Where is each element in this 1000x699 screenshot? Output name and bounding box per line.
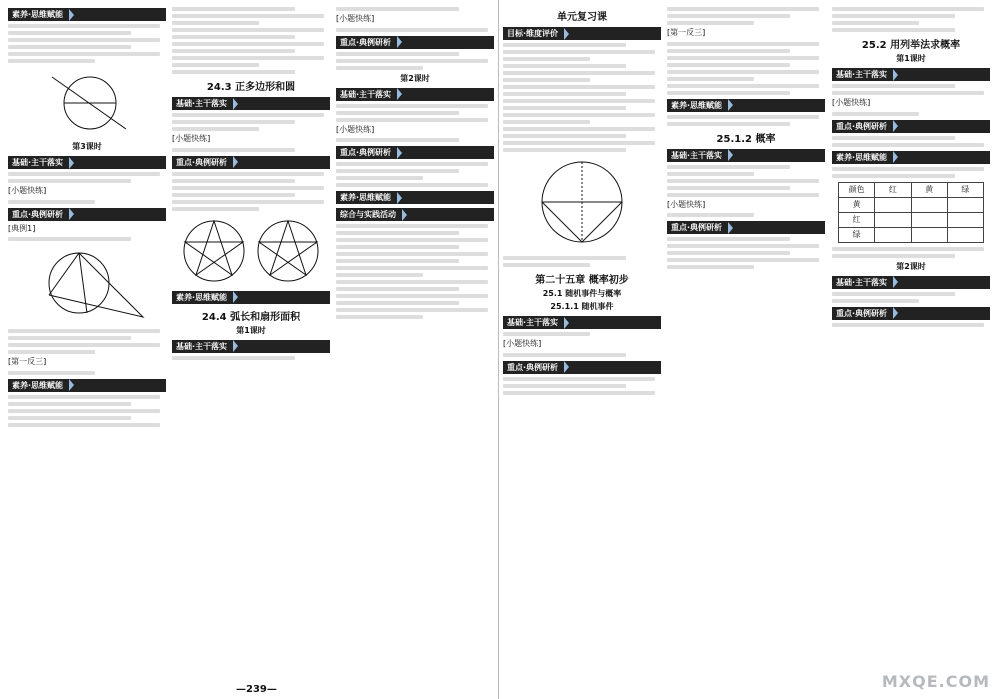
text-placeholder [336,52,459,56]
text-placeholder [172,14,324,18]
text-placeholder [172,120,295,124]
text-placeholder [667,179,819,183]
text-placeholder [503,71,655,75]
bar-arrow-icon [893,120,898,132]
column-3 [336,4,494,684]
pentagram-figures [176,215,326,287]
text-placeholder [667,251,790,255]
text-placeholder [172,56,324,60]
text-placeholder [172,35,295,39]
text-placeholder [8,336,131,340]
practice-label: [第一反三] [8,357,47,366]
practice-label: [第一反三] [667,28,706,37]
text-placeholder [503,57,590,61]
bar-arrow-icon [69,208,74,220]
text-placeholder [8,409,160,413]
text-placeholder [172,356,295,360]
section-bar-literacy: 素养·思维赋能 [8,8,166,21]
text-placeholder [667,84,819,88]
text-placeholder [336,118,488,122]
text-placeholder [336,169,459,173]
text-placeholder [667,213,754,217]
text-placeholder [172,28,324,32]
bar-arrow-icon [893,276,898,288]
text-placeholder [172,7,295,11]
text-placeholder [336,252,488,256]
text-placeholder [336,294,488,298]
quick-practice-label: [小题快练] [832,98,871,107]
text-placeholder [8,416,131,420]
text-placeholder [8,200,95,204]
section-bar-basics: 基础·主干落实 [172,340,330,353]
section-title: 25.1 随机事件与概率 [542,289,622,298]
text-placeholder [336,273,423,277]
bar-arrow-icon [397,192,402,204]
text-placeholder [667,258,819,262]
text-placeholder [503,127,655,131]
text-placeholder [832,254,955,258]
text-placeholder [336,259,459,263]
text-placeholder [8,45,131,49]
bar-arrow-icon [69,9,74,21]
section-bar-key: 重点·典例研析 [832,120,990,133]
bar-arrow-icon [564,317,569,329]
text-placeholder [832,91,984,95]
text-placeholder [832,292,955,296]
section-bar-basics: 基础·主干落实 [832,276,990,289]
text-placeholder [667,42,819,46]
text-placeholder [667,165,790,169]
bar-arrow-icon [402,209,407,221]
text-placeholder [667,7,819,11]
text-placeholder [832,14,955,18]
lesson-label: 第1课时 [896,54,926,63]
text-placeholder [503,50,655,54]
section-bar-literacy: 素养·思维赋能 [336,191,494,204]
text-placeholder [172,179,295,183]
section-bar-literacy: 素养·思维赋能 [172,291,330,304]
quick-practice-label: [小题快练] [336,14,375,23]
bar-arrow-icon [728,222,733,234]
text-placeholder [503,391,655,395]
chapter-title: 第二十五章 概率初步 [535,275,629,286]
text-placeholder [667,193,819,197]
text-placeholder [503,134,626,138]
watermark: MXQE.COM [881,672,990,691]
text-placeholder [336,183,488,187]
section-bar-basics: 基础·主干落实 [503,316,661,329]
section-bar-basics: 基础·主干落实 [172,97,330,110]
bar-arrow-icon [397,36,402,48]
text-placeholder [503,120,590,124]
section-bar-literacy: 素养·思维赋能 [667,99,825,112]
text-placeholder [8,38,160,42]
section-bar-literacy: 素养·思维赋能 [832,151,990,164]
text-placeholder [8,423,160,427]
text-placeholder [172,186,324,190]
text-placeholder [667,244,819,248]
text-placeholder [8,395,160,399]
text-placeholder [172,21,259,25]
text-placeholder [667,14,790,18]
text-placeholder [667,21,754,25]
text-placeholder [8,343,160,347]
bar-arrow-icon [564,361,569,373]
text-placeholder [667,56,819,60]
text-placeholder [8,24,160,28]
text-placeholder [503,148,626,152]
color-pair-table [838,182,984,243]
section-bar-key: 重点·典例研析 [172,156,330,169]
lesson-label: 第2课时 [400,73,430,83]
text-placeholder [336,266,488,270]
text-placeholder [667,49,790,53]
text-placeholder [667,70,819,74]
text-placeholder [336,287,459,291]
text-placeholder [336,224,488,228]
text-placeholder [8,179,131,183]
review-title: 单元复习课 [557,12,607,23]
text-placeholder [503,64,626,68]
lesson-label: 第3课时 [72,142,102,151]
text-placeholder [667,265,754,269]
bar-arrow-icon [893,307,898,319]
page-spine [498,0,499,699]
text-placeholder [172,193,295,197]
text-placeholder [336,66,423,70]
section-bar-synthesis: 综合与实践活动 [336,208,494,221]
text-placeholder [667,77,754,81]
triangle-circle-figure [27,245,147,325]
text-placeholder [172,113,324,117]
text-placeholder [503,85,655,89]
text-placeholder [172,49,295,53]
column-1 [8,4,166,684]
column-2 [172,4,330,684]
text-placeholder [336,59,488,63]
bar-arrow-icon [233,340,238,352]
text-placeholder [503,141,655,145]
text-placeholder [172,207,259,211]
quick-practice-label: [小题快练] [172,134,211,143]
text-placeholder [8,329,160,333]
text-placeholder [336,280,488,284]
text-placeholder [336,104,488,108]
table-row: 黄 [839,197,984,212]
lesson-label: 第2课时 [896,261,926,271]
text-placeholder [832,299,919,303]
text-placeholder [832,167,984,171]
text-placeholder [172,42,324,46]
bar-arrow-icon [728,99,733,111]
text-placeholder [8,59,95,63]
text-placeholder [503,113,655,117]
text-placeholder [503,353,626,357]
text-placeholder [8,172,160,176]
section-subtitle: 25.1.1 随机事件 [550,302,614,311]
text-placeholder [832,112,919,116]
text-placeholder [172,148,295,152]
text-placeholder [336,28,488,32]
bar-arrow-icon [893,151,898,163]
text-placeholder [832,136,955,140]
text-placeholder [832,247,984,251]
text-placeholder [503,377,655,381]
circle-tangent-figure [42,67,132,137]
text-placeholder [336,245,459,249]
section-bar-basics: 基础·主干落实 [336,88,494,101]
text-placeholder [8,237,131,241]
text-placeholder [667,186,790,190]
quick-practice-label: [小题快练] [8,186,47,195]
table-row: 红 [839,212,984,227]
text-placeholder [832,174,955,178]
lesson-label: 第1课时 [236,325,266,335]
bar-arrow-icon [233,156,238,168]
text-placeholder [336,315,423,319]
text-placeholder [8,31,131,35]
circle-diameter-figure [527,156,637,252]
text-placeholder [8,350,95,354]
text-placeholder [503,106,626,110]
text-placeholder [503,92,626,96]
bar-arrow-icon [69,379,74,391]
section-bar-target: 目标·维度评价 [503,27,661,40]
lesson-title: 24.4 弧长和扇形面积 [201,311,301,323]
text-placeholder [832,84,955,88]
text-placeholder [832,28,955,32]
text-placeholder [503,263,590,267]
text-placeholder [8,402,131,406]
text-placeholder [336,238,488,242]
quick-practice-label: [小题快练] [336,124,375,134]
text-placeholder [503,384,626,388]
text-placeholder [667,91,790,95]
text-placeholder [336,308,488,312]
text-placeholder [667,63,790,67]
text-placeholder [8,52,160,56]
text-placeholder [172,63,259,67]
section-bar-literacy: 素养·思维赋能 [8,379,166,392]
bar-arrow-icon [397,88,402,100]
table-header-row: 颜色 红 黄 绿 [839,182,984,197]
text-placeholder [503,256,626,260]
section-bar-basics: 基础·主干落实 [832,68,990,81]
text-placeholder [832,7,984,11]
text-placeholder [336,138,459,142]
column-4 [503,4,661,684]
text-placeholder [667,237,790,241]
text-placeholder [503,78,590,82]
text-placeholder [336,231,459,235]
bar-arrow-icon [233,98,238,110]
section-bar-key: 重点·典例研析 [503,361,661,374]
column-6 [832,4,990,684]
text-placeholder [832,143,984,147]
bar-arrow-icon [728,149,733,161]
text-placeholder [832,323,984,327]
text-placeholder [8,371,95,375]
bar-arrow-icon [69,157,74,169]
text-placeholder [336,7,459,11]
text-placeholder [503,99,655,103]
text-placeholder [667,172,754,176]
text-placeholder [336,176,423,180]
section-bar-key: 重点·典例研析 [336,36,494,49]
text-placeholder [667,115,819,119]
text-placeholder [336,111,459,115]
text-placeholder [832,21,919,25]
text-placeholder [667,122,790,126]
bar-arrow-icon [397,147,402,159]
page-number: —239— [236,684,277,695]
text-placeholder [336,162,488,166]
section-bar-basics: 基础·主干落实 [667,149,825,162]
section-title: 25.2 用列举法求概率 [861,40,961,51]
section-bar-basics: 基础·主干落实 [8,156,166,169]
lesson-title: 24.3 正多边形和圆 [206,82,296,93]
section-title: 25.1.2 概率 [716,133,776,145]
text-placeholder [503,332,590,336]
quick-practice-label: [小题快练] [667,199,706,209]
text-placeholder [503,43,626,47]
text-placeholder [172,172,324,176]
bar-arrow-icon [233,291,238,303]
bar-arrow-icon [893,69,898,81]
section-bar-key: 重点·典例研析 [336,146,494,159]
bar-arrow-icon [564,28,569,40]
section-bar-key: 重点·典例研析 [8,208,166,221]
example-label: [典例1] [8,223,36,233]
text-placeholder [172,127,259,131]
column-5 [667,4,825,684]
text-placeholder [172,200,324,204]
section-bar-key: 重点·典例研析 [667,221,825,234]
section-bar-key: 重点·典例研析 [832,307,990,320]
table-row: 绿 [839,227,984,242]
text-placeholder [336,301,459,305]
text-placeholder [172,70,295,74]
quick-practice-label: [小题快练] [503,339,542,348]
